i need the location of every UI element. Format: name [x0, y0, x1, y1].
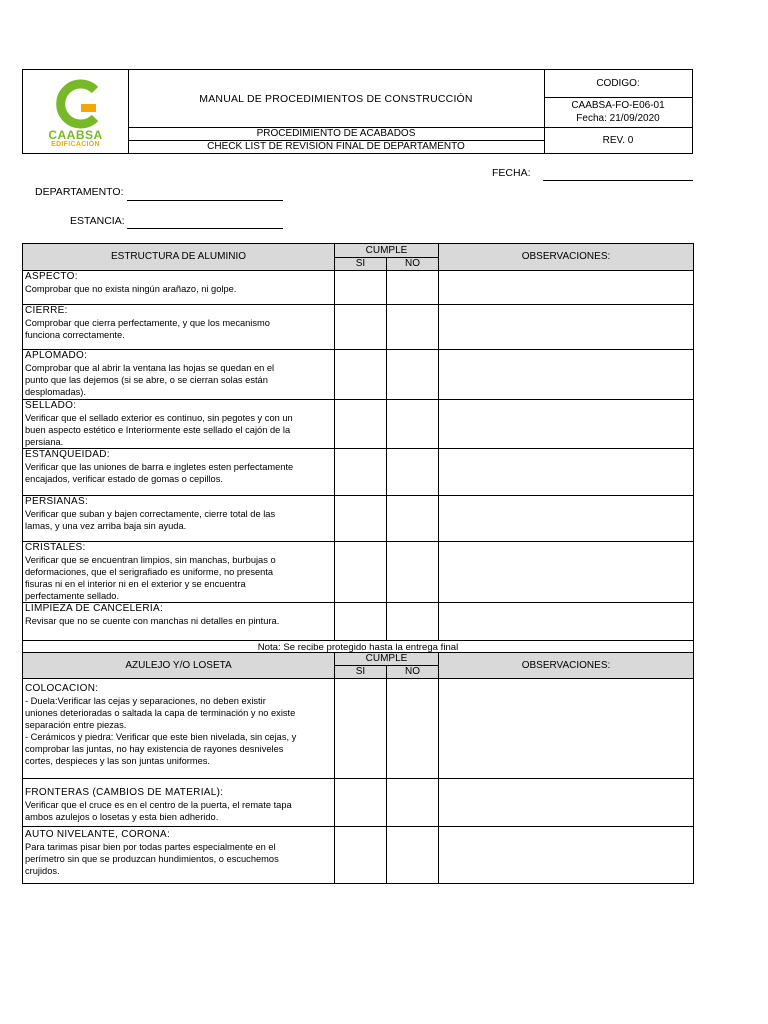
section-title: AZULEJO Y/O LOSETA [23, 653, 335, 679]
table-row [23, 679, 694, 779]
item-cell [23, 827, 335, 884]
si-checkbox[interactable] [335, 305, 387, 350]
si-checkbox[interactable] [335, 400, 387, 449]
observaciones-cell[interactable] [439, 496, 694, 542]
table-row [23, 496, 694, 542]
si-header: SI [335, 258, 387, 271]
item-cell [23, 400, 335, 449]
no-checkbox[interactable] [387, 305, 439, 350]
fecha-field[interactable] [543, 180, 693, 181]
item-cell [23, 542, 335, 603]
observaciones-cell[interactable] [439, 271, 694, 305]
no-checkbox[interactable] [387, 779, 439, 827]
no-checkbox[interactable] [387, 679, 439, 779]
item-cell [23, 271, 335, 305]
si-checkbox[interactable] [335, 496, 387, 542]
item-title: LIMPIEZA DE CANCELERIA: [25, 603, 164, 614]
code-label: CODIGO: [544, 70, 692, 98]
no-checkbox[interactable] [387, 400, 439, 449]
no-header: NO [387, 666, 439, 679]
observaciones-header: OBSERVACIONES: [439, 244, 694, 271]
no-checkbox[interactable] [387, 449, 439, 496]
table-row [23, 542, 694, 603]
item-cell [23, 350, 335, 400]
item-title: CIERRE: [25, 305, 68, 316]
item-cell [23, 496, 335, 542]
no-checkbox[interactable] [387, 271, 439, 305]
fecha-label: FECHA: [492, 167, 531, 179]
si-checkbox[interactable] [335, 350, 387, 400]
observaciones-cell[interactable] [439, 305, 694, 350]
item-description: Verificar que el sellado exterior es continuo, sin pegotes y con un buen aspecto estético e Interiormente este sellado el cajón de la persiana. [25, 413, 293, 447]
revision: REV. 0 [602, 134, 634, 146]
item-description: Comprobar que cierra perfectamente, y que los mecanismo funciona correctamente. [25, 318, 270, 340]
no-checkbox[interactable] [387, 542, 439, 603]
estancia-label: ESTANCIA: [70, 215, 125, 227]
observaciones-header: OBSERVACIONES: [439, 653, 694, 679]
table-row [23, 449, 694, 496]
departamento-field[interactable] [127, 200, 283, 201]
item-cell [23, 305, 335, 350]
item-description: Revisar que no se cuente con manchas ni detalles en pintura. [25, 616, 280, 626]
no-checkbox[interactable] [387, 603, 439, 641]
item-title: FRONTERAS (CAMBIOS DE MATERIAL): [25, 787, 224, 798]
si-checkbox[interactable] [335, 271, 387, 305]
brand-name: CAABSA [48, 128, 103, 142]
section1-rows [23, 271, 694, 656]
si-header: SI [335, 666, 387, 679]
table-row [23, 305, 694, 350]
table-row [23, 603, 694, 641]
section-title: ESTRUCTURA DE ALUMINIO [23, 244, 335, 271]
si-checkbox[interactable] [335, 779, 387, 827]
section2-rows [23, 679, 694, 884]
brand-subtitle: EDIFICACIÓN [51, 141, 100, 148]
item-cell [23, 449, 335, 496]
observaciones-cell[interactable] [439, 400, 694, 449]
observaciones-cell[interactable] [439, 779, 694, 827]
checklist-table-aluminio [22, 243, 694, 656]
note-text: Nota: Se recibe protegido hasta la entrega final [23, 641, 694, 656]
cumple-header: CUMPLE [335, 653, 439, 666]
logo-cell [23, 70, 129, 153]
procedure-title: PROCEDIMIENTO DE ACABADOS [128, 127, 545, 141]
item-cell [23, 603, 335, 641]
item-description: Verificar que las uniones de barra e ingletes esten perfectamente encajados, verificar estado de gomas o cepillos. [25, 462, 294, 484]
item-cell [23, 779, 335, 827]
observaciones-cell[interactable] [439, 679, 694, 779]
item-description: Verificar que suban y bajen correctamente, cierre total de las lamas, y una vez arriba baja sin ayuda. [25, 509, 276, 531]
item-title: AUTO NIVELANTE, CORONA: [25, 829, 171, 840]
no-checkbox[interactable] [387, 827, 439, 884]
no-checkbox[interactable] [387, 350, 439, 400]
item-description: - Duela:Verificar las cejas y separaciones, no deben existir uniones deterioradas o saltada la capa de terminación y no existe separación entre piezas. - Cerámicos y piedra: Verificar que este bien nivelada, sin cejas, y comprobar las juntas, no hay existencia de rayones desniveles cortes, despieces y las son juntas uniformes. [25, 696, 297, 766]
table-row [23, 400, 694, 449]
checklist-title: CHECK LIST DE REVISIÓN FINAL DE DEPARTAMENTO [128, 140, 545, 153]
table-row [23, 827, 694, 884]
item-description: Comprobar que al abrir la ventana las hojas se quedan en el punto que las dejemos (si se abre, o se cierran solas están desplomadas). [25, 363, 275, 397]
si-checkbox[interactable] [335, 542, 387, 603]
item-title: ESTANQUEIDAD: [25, 449, 110, 460]
observaciones-cell[interactable] [439, 827, 694, 884]
item-title: PERSIANAS: [25, 496, 89, 507]
si-checkbox[interactable] [335, 679, 387, 779]
si-checkbox[interactable] [335, 449, 387, 496]
estancia-field[interactable] [127, 228, 283, 229]
item-cell [23, 679, 335, 779]
item-description: Verificar que el cruce es en el centro de la puerta, el remate tapa ambos azulejos o losetas y esta bien adherido. [25, 800, 292, 822]
si-checkbox[interactable] [335, 827, 387, 884]
item-title: ASPECTO: [25, 271, 78, 282]
no-checkbox[interactable] [387, 496, 439, 542]
si-checkbox[interactable] [335, 603, 387, 641]
departamento-label: DEPARTAMENTO: [35, 186, 124, 198]
checklist-table-azulejo [22, 652, 694, 884]
document-date: Fecha: 21/09/2020 [576, 113, 660, 124]
cumple-header: CUMPLE [335, 244, 439, 258]
table-row [23, 350, 694, 400]
item-description: Para tarimas pisar bien por todas partes especialmente en el perímetro sin que se produzcan hundimientos, o escuchemos crujidos. [25, 842, 279, 876]
code-value: CAABSA-FO-E06-01 [571, 100, 665, 111]
observaciones-cell[interactable] [439, 350, 694, 400]
code-block [544, 97, 692, 128]
table-row [23, 271, 694, 305]
item-description: Verificar que se encuentran limpios, sin manchas, burbujas o deformaciones, que el serigrafiado es uniforme, no presenta fisuras ni en el interior ni en el exterior y se encuentra perfectamente sellado. [25, 555, 276, 601]
manual-title: MANUAL DE PROCEDIMIENTOS DE CONSTRUCCIÓN [128, 70, 545, 128]
no-header: NO [387, 258, 439, 271]
document-header [22, 69, 693, 154]
item-title: APLOMADO: [25, 350, 88, 361]
item-title: CRISTALES: [25, 542, 86, 553]
observaciones-cell[interactable] [439, 449, 694, 496]
item-title: COLOCACION: [25, 683, 99, 694]
observaciones-cell[interactable] [439, 542, 694, 603]
observaciones-cell[interactable] [439, 603, 694, 641]
item-title: SELLADO: [25, 400, 77, 411]
item-description: Comprobar que no exista ningún arañazo, ni golpe. [25, 284, 237, 294]
table-row [23, 779, 694, 827]
